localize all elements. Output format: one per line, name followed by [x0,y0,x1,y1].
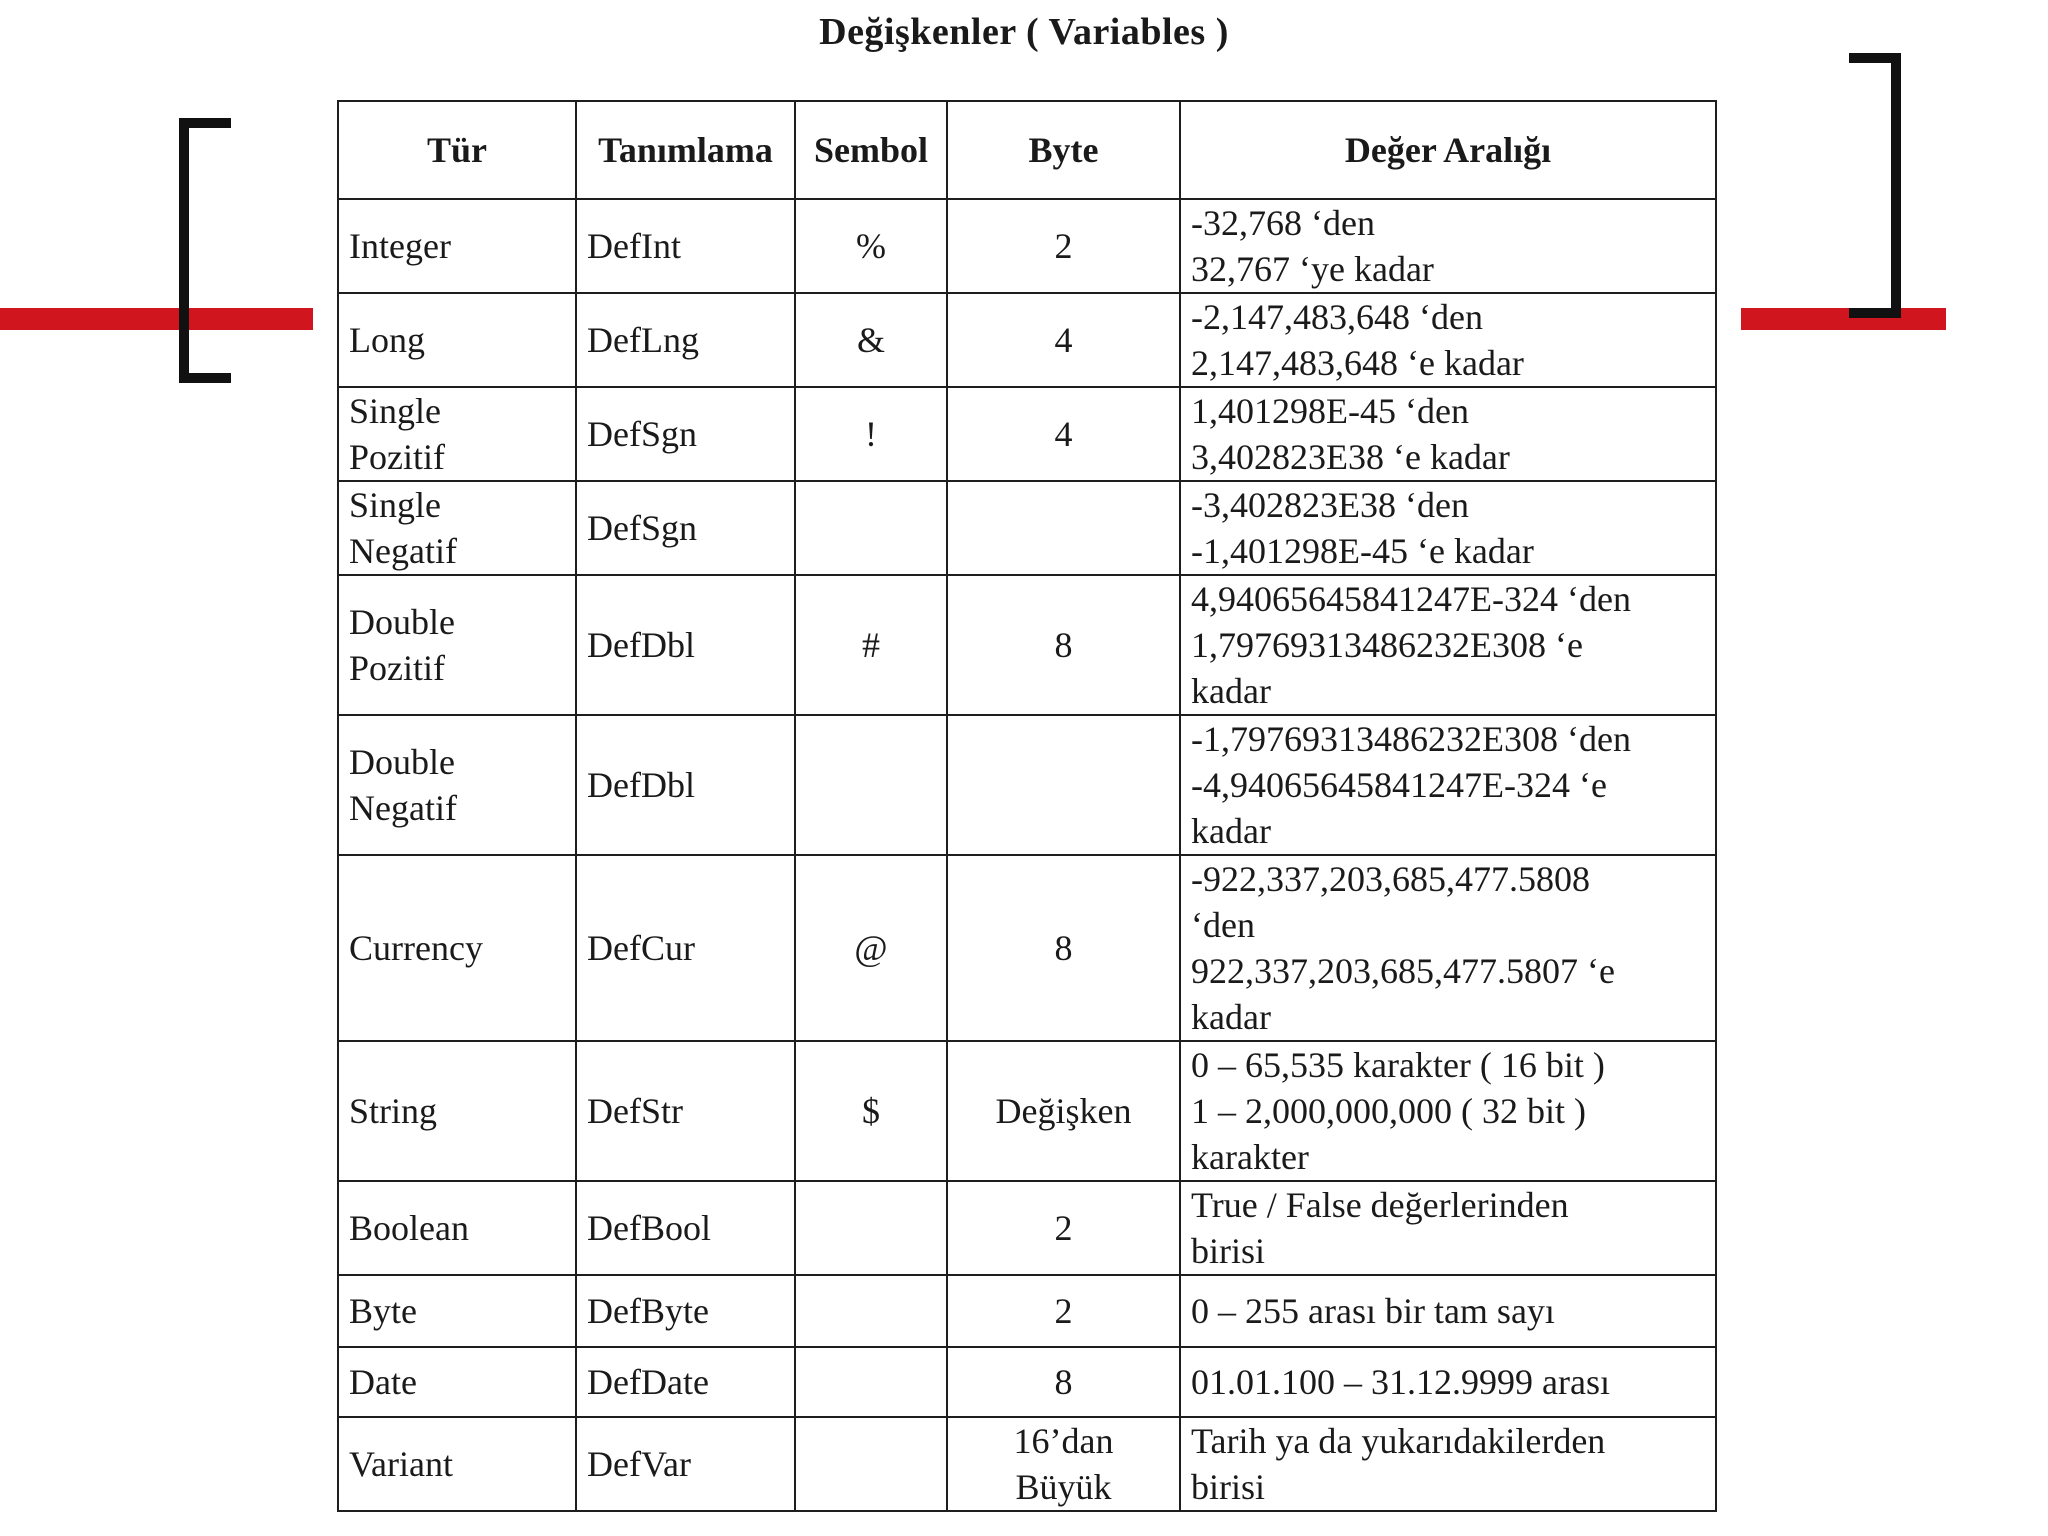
cell-definition: DefVar [576,1417,795,1511]
cell-type [338,199,576,293]
table-row [338,293,1716,387]
cell-symbol [795,481,947,575]
cell-symbol: # [795,575,947,715]
cell-value-range [1180,481,1716,575]
cell-bytes-line: 4 [1054,320,1073,360]
cell-value-range-line: -1,401298E-45 ‘e kadar [1191,531,1534,571]
cell-value-range-line: 32,767 ‘ye kadar [1191,249,1434,289]
cell-type [338,1417,576,1511]
column-header-deger-araligi: Değer Aralığı [1180,101,1716,199]
cell-value-range [1180,1275,1716,1347]
cell-value-range-line: kadar [1191,997,1271,1037]
red-accent-bar-left [0,308,313,330]
table-row [338,1041,1716,1181]
cell-value-range-line: 01.01.100 – 31.12.9999 arası [1191,1362,1610,1402]
cell-symbol: $ [795,1041,947,1181]
table-row [338,715,1716,855]
cell-definition: DefDate [576,1347,795,1417]
cell-bytes [947,1347,1180,1417]
cell-definition: DefLng [576,293,795,387]
cell-type-line: Pozitif [349,437,445,477]
table-header-row [338,101,1716,199]
cell-value-range [1180,855,1716,1041]
left-bracket-decoration [179,118,231,383]
cell-type-line: Byte [349,1291,417,1331]
cell-symbol [795,1181,947,1275]
cell-value-range-line: -32,768 ‘den [1191,203,1375,243]
cell-value-range-line: 3,402823E38 ‘e kadar [1191,437,1510,477]
cell-bytes [947,387,1180,481]
cell-bytes-line: Değişken [995,1091,1132,1131]
cell-bytes-line: 8 [1054,625,1073,665]
cell-type-line: Variant [349,1444,453,1484]
cell-value-range-line: 0 – 65,535 karakter ( 16 bit ) [1191,1045,1605,1085]
cell-bytes-line: 8 [1054,928,1073,968]
table-body [338,199,1716,1511]
column-header-tanimlama: Tanımlama [576,101,795,199]
cell-bytes-line: 16’dan [1013,1421,1114,1461]
cell-value-range-line: -922,337,203,685,477.5808 [1191,859,1590,899]
cell-symbol [795,1417,947,1511]
cell-value-range-line: kadar [1191,811,1271,851]
cell-type [338,1347,576,1417]
cell-symbol [795,715,947,855]
table-row [338,481,1716,575]
column-header-tur: Tür [338,101,576,199]
cell-type-line: Boolean [349,1208,469,1248]
cell-definition: DefDbl [576,715,795,855]
cell-bytes-line: 2 [1054,1291,1073,1331]
cell-bytes [947,855,1180,1041]
cell-value-range [1180,199,1716,293]
cell-type [338,387,576,481]
cell-value-range-line: birisi [1191,1467,1266,1507]
table-row [338,199,1716,293]
cell-symbol: % [795,199,947,293]
cell-value-range-line: karakter [1191,1137,1309,1177]
cell-value-range-line: -4,94065645841247E-324 ‘e [1191,765,1607,805]
cell-value-range [1180,715,1716,855]
cell-definition: DefByte [576,1275,795,1347]
cell-bytes-line: 2 [1054,226,1073,266]
cell-bytes [947,715,1180,855]
cell-type-line: Double [349,602,455,642]
cell-bytes [947,1041,1180,1181]
column-header-byte: Byte [947,101,1180,199]
cell-bytes-line: 4 [1054,414,1073,454]
cell-value-range-line: -1,79769313486232E308 ‘den [1191,719,1631,759]
cell-value-range-line: kadar [1191,671,1271,711]
table-row [338,855,1716,1041]
cell-definition: DefBool [576,1181,795,1275]
cell-value-range-line: -3,402823E38 ‘den [1191,485,1469,525]
cell-bytes-line: 2 [1054,1208,1073,1248]
cell-type-line: Currency [349,928,483,968]
cell-type [338,1275,576,1347]
cell-type [338,1181,576,1275]
cell-definition: DefCur [576,855,795,1041]
cell-type [338,715,576,855]
cell-bytes [947,575,1180,715]
cell-definition: DefInt [576,199,795,293]
table-row [338,1417,1716,1511]
cell-type [338,855,576,1041]
cell-value-range-line: 922,337,203,685,477.5807 ‘e [1191,951,1615,991]
cell-symbol [795,1275,947,1347]
table-row [338,1275,1716,1347]
table-row [338,1347,1716,1417]
cell-bytes [947,481,1180,575]
cell-value-range [1180,1041,1716,1181]
cell-type-line: String [349,1091,438,1131]
cell-bytes [947,199,1180,293]
right-bracket-decoration [1849,53,1901,318]
cell-value-range-line: ‘den [1191,905,1255,945]
cell-value-range-line: 2,147,483,648 ‘e kadar [1191,343,1524,383]
cell-bytes-line: 8 [1054,1362,1073,1402]
cell-symbol [795,1347,947,1417]
cell-value-range [1180,1181,1716,1275]
cell-type [338,575,576,715]
cell-bytes [947,1275,1180,1347]
cell-definition: DefStr [576,1041,795,1181]
table-row [338,387,1716,481]
table-row [338,1181,1716,1275]
cell-type-line: Negatif [349,531,457,571]
cell-definition: DefDbl [576,575,795,715]
cell-type-line: Long [349,320,425,360]
cell-type [338,481,576,575]
cell-bytes [947,1181,1180,1275]
cell-definition: DefSgn [576,387,795,481]
cell-type-line: Pozitif [349,648,445,688]
cell-value-range [1180,575,1716,715]
cell-value-range [1180,1417,1716,1511]
cell-type-line: Integer [349,226,451,266]
cell-definition: DefSgn [576,481,795,575]
cell-value-range [1180,1347,1716,1417]
cell-bytes [947,293,1180,387]
cell-type-line: Date [349,1362,417,1402]
table-row [338,575,1716,715]
cell-value-range-line: birisi [1191,1231,1266,1271]
cell-value-range-line: 0 – 255 arası bir tam sayı [1191,1291,1555,1331]
cell-value-range-line: True / False değerlerinden [1191,1185,1569,1225]
cell-type-line: Double [349,742,455,782]
cell-bytes-line: Büyük [1015,1467,1112,1507]
cell-symbol: ! [795,387,947,481]
cell-value-range-line: 1 – 2,000,000,000 ( 32 bit ) [1191,1091,1586,1131]
cell-type-line: Single [349,391,442,431]
cell-value-range-line: 1,401298E-45 ‘den [1191,391,1469,431]
cell-type [338,1041,576,1181]
cell-bytes [947,1417,1180,1511]
cell-type-line: Single [349,485,442,525]
cell-value-range-line: Tarih ya da yukarıdakilerden [1191,1421,1606,1461]
cell-symbol: @ [795,855,947,1041]
cell-type-line: Negatif [349,788,457,828]
slide-title: Değişkenler ( Variables ) [819,11,1229,53]
cell-value-range [1180,293,1716,387]
column-header-sembol: Sembol [795,101,947,199]
cell-value-range [1180,387,1716,481]
cell-type [338,293,576,387]
red-accent-bar-right [1741,308,1946,330]
cell-value-range-line: 1,79769313486232E308 ‘e [1191,625,1583,665]
variables-table [337,100,1717,1512]
cell-value-range-line: 4,94065645841247E-324 ‘den [1191,579,1631,619]
cell-value-range-line: -2,147,483,648 ‘den [1191,297,1483,337]
cell-symbol: & [795,293,947,387]
